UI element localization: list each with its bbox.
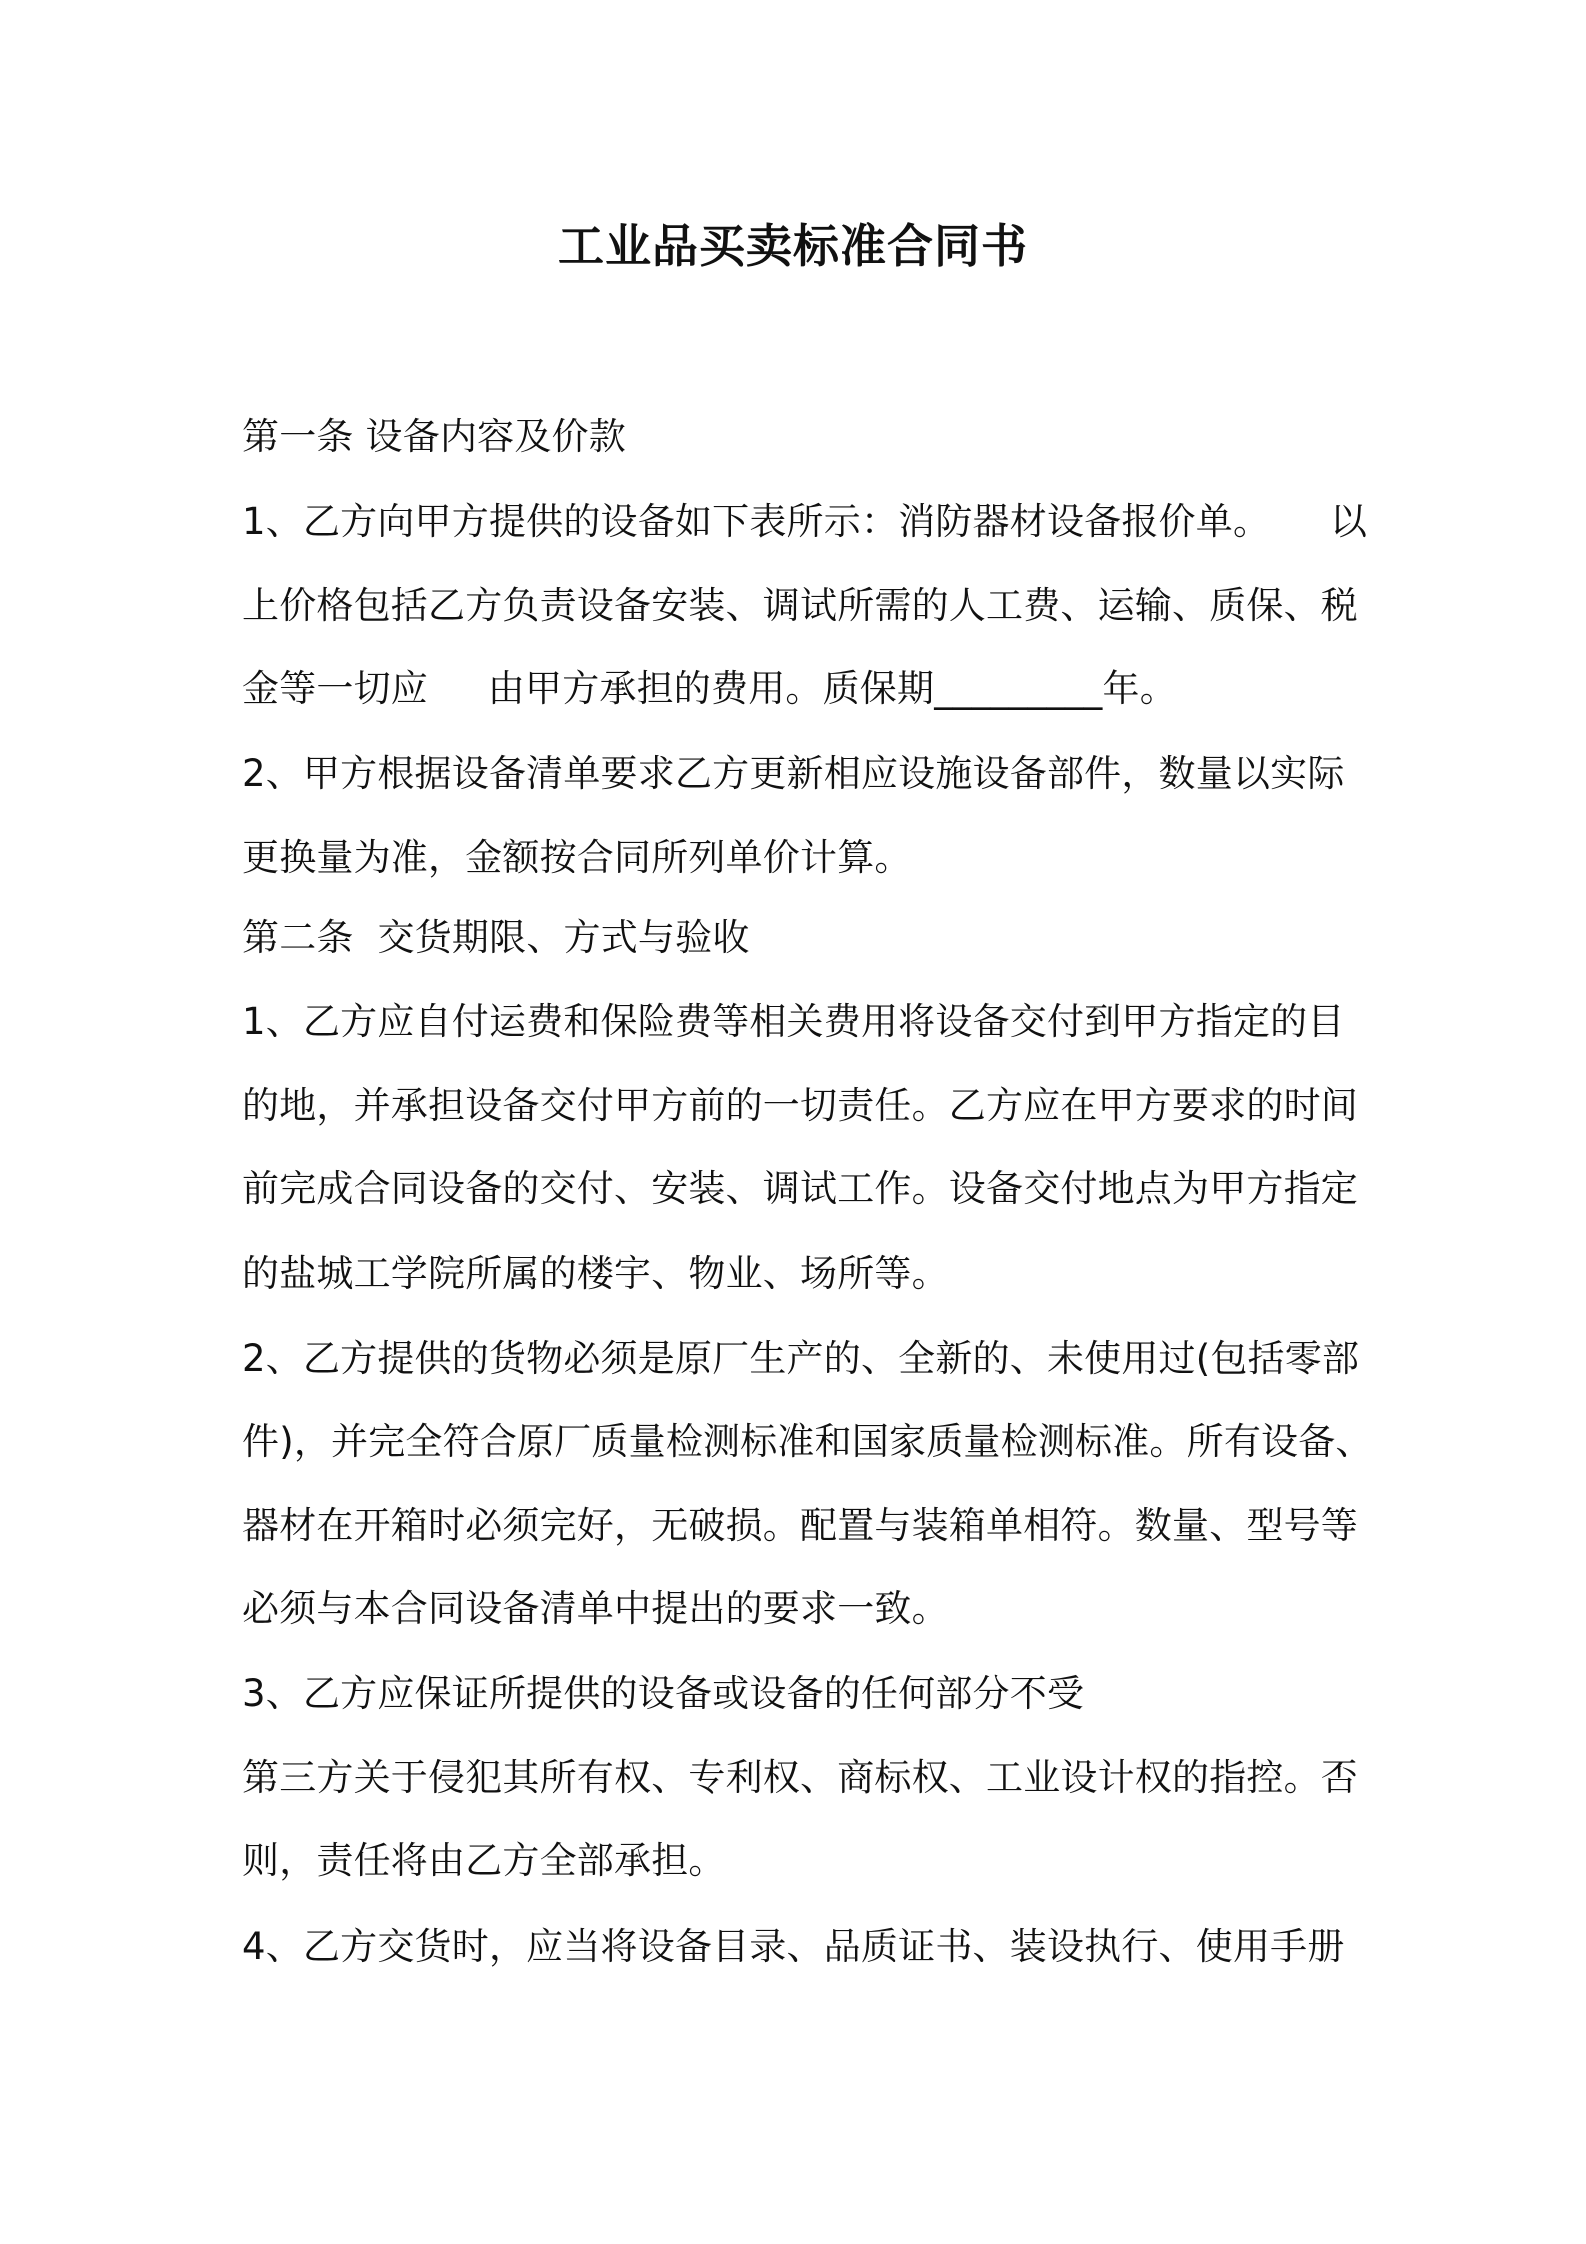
paragraph-line: 则，责任将由乙方全部承担。: [242, 1839, 726, 1882]
paragraph-line: 第三方关于侵犯其所有权、专利权、商标权、工业设计权的指控。否: [242, 1756, 1358, 1799]
article-1-heading: 第一条 设备内容及价款: [242, 415, 626, 458]
paragraph-line: 前完成合同设备的交付、安装、调试工作。设备交付地点为甲方指定: [242, 1167, 1358, 1210]
paragraph-line: 金等一切应 由甲方承担的费用。质保期_________年。: [242, 667, 1177, 710]
paragraph-line: 的地，并承担设备交付甲方前的一切责任。乙方应在甲方要求的时间: [242, 1084, 1358, 1127]
paragraph-line: 的盐城工学院所属的楼宇、物业、场所等。: [242, 1252, 949, 1295]
paragraph-line: 4、乙方交货时，应当将设备目录、品质证书、装设执行、使用手册: [242, 1925, 1345, 1968]
paragraph-line: 2、乙方提供的货物必须是原厂生产的、全新的、未使用过(包括零部: [242, 1337, 1360, 1380]
document-title: 工业品买卖标准合同书: [558, 219, 1028, 273]
paragraph-line: 上价格包括乙方负责设备安装、调试所需的人工费、运输、质保、税: [242, 584, 1358, 627]
paragraph-line: 更换量为准，金额按合同所列单价计算。: [242, 836, 912, 879]
paragraph-line: 件)，并完全符合原厂质量检测标准和国家质量检测标准。所有设备、: [242, 1420, 1373, 1463]
paragraph-line: 2、甲方根据设备清单要求乙方更新相应设施设备部件，数量以实际: [242, 752, 1345, 795]
paragraph-line: 器材在开箱时必须完好，无破损。配置与装箱单相符。数量、型号等: [242, 1504, 1358, 1547]
paragraph-line: 3、乙方应保证所提供的设备或设备的任何部分不受: [242, 1672, 1085, 1715]
paragraph-line: 1、乙方应自付运费和保险费等相关费用将设备交付到甲方指定的目: [242, 1000, 1345, 1043]
paragraph-line: 1、乙方向甲方提供的设备如下表所示：消防器材设备报价单。 以: [242, 500, 1368, 543]
paragraph-line: 必须与本合同设备清单中提出的要求一致。: [242, 1587, 949, 1630]
article-2-heading: 第二条 交货期限、方式与验收: [242, 916, 750, 959]
